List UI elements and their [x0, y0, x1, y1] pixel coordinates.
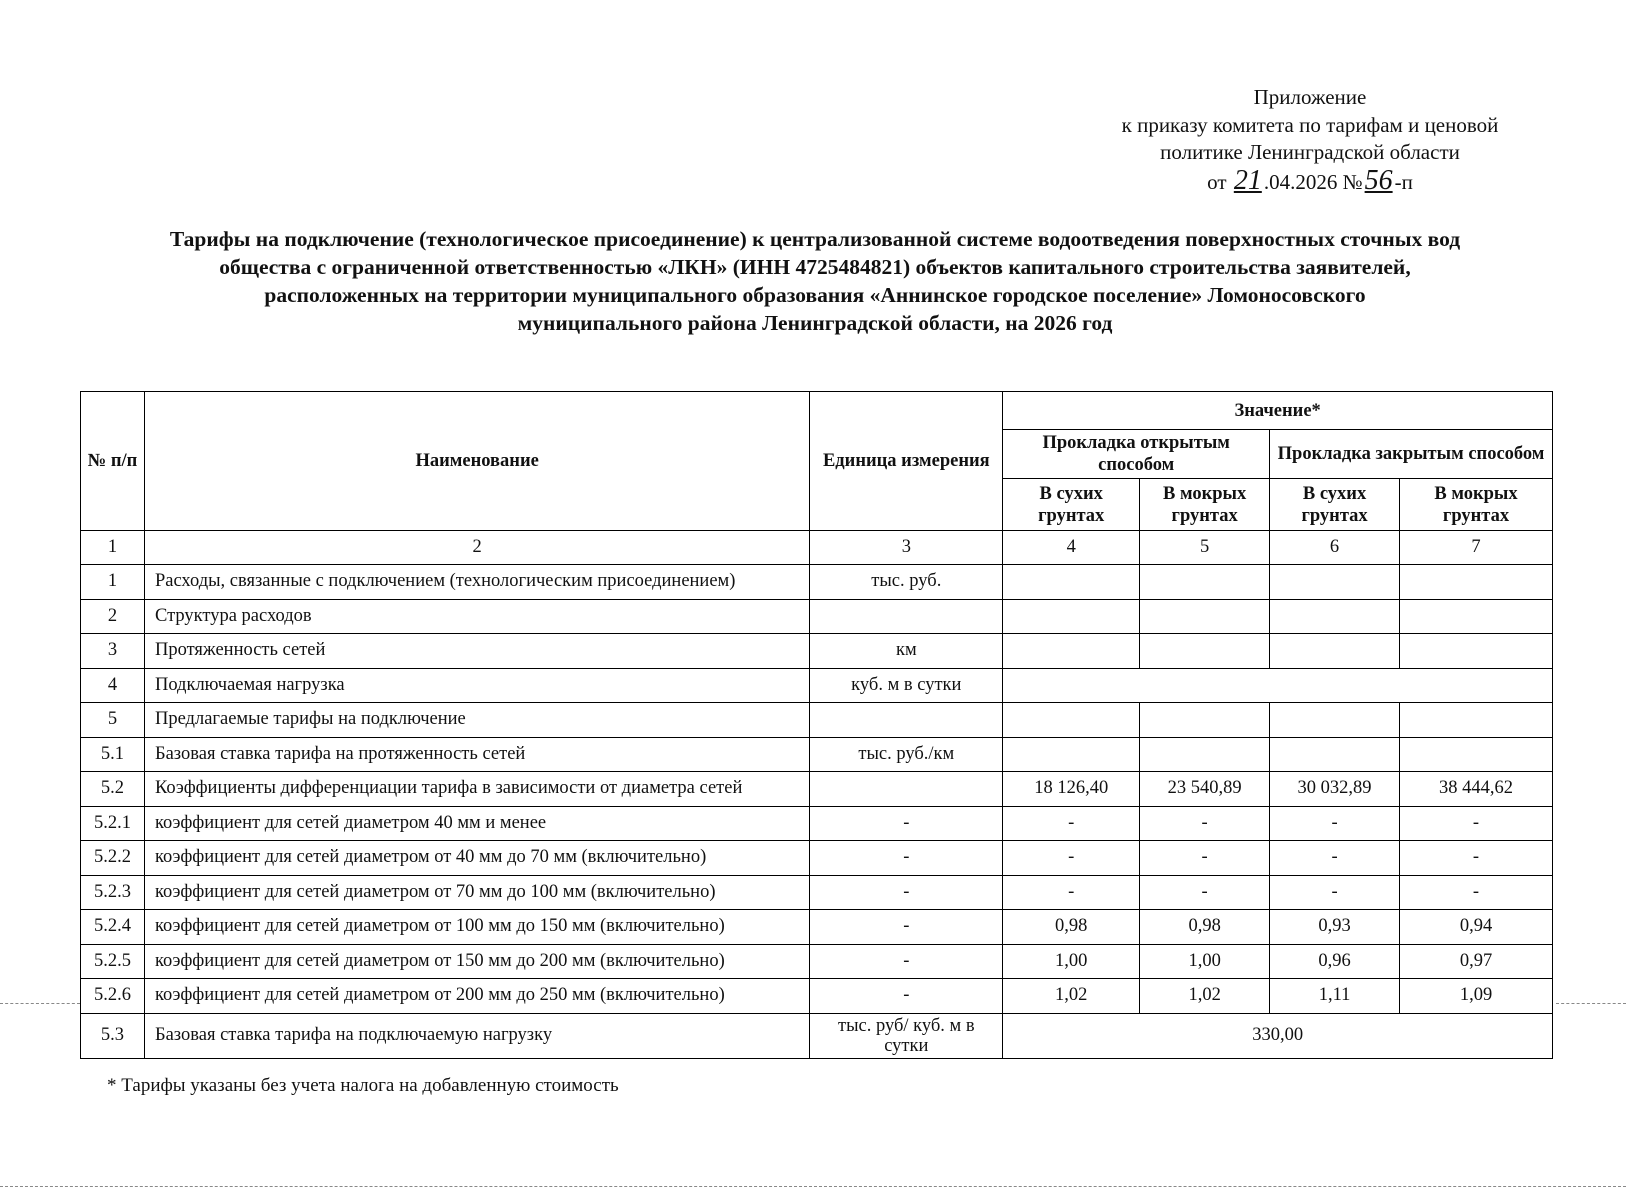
row-unit: км	[810, 634, 1003, 669]
value-closed-wet: 0,94	[1400, 910, 1553, 945]
document-title	[60, 225, 1570, 337]
row-number: 5.2.5	[81, 944, 145, 979]
header-open-method: Прокладка открытым способом	[1003, 430, 1270, 479]
row-unit	[810, 703, 1003, 738]
row-number: 5.2.4	[81, 910, 145, 945]
row-number: 2	[81, 599, 145, 634]
scan-artifact-line	[0, 1186, 1626, 1187]
value-open-wet: 23 540,89	[1140, 772, 1270, 807]
value-closed-dry: -	[1270, 806, 1400, 841]
column-number: 3	[810, 531, 1003, 565]
row-unit: -	[810, 910, 1003, 945]
value-open-dry	[1003, 599, 1140, 634]
value-closed-wet	[1400, 599, 1553, 634]
value-open-wet	[1140, 565, 1270, 600]
column-number: 1	[81, 531, 145, 565]
value-closed-dry	[1270, 634, 1400, 669]
value-closed-wet	[1400, 703, 1553, 738]
appendix-title: Приложение	[1253, 85, 1367, 109]
value-closed-dry	[1270, 737, 1400, 772]
value-open-dry	[1003, 565, 1140, 600]
row-unit	[810, 772, 1003, 807]
title-line-3: расположенных на территории муниципального образования «Аннинское городское поселение» Ломоносовского	[264, 283, 1366, 307]
value-closed-wet: -	[1400, 841, 1553, 876]
row-name: Предлагаемые тарифы на подключение	[144, 703, 809, 738]
table-row	[81, 668, 1553, 703]
value-closed-wet: -	[1400, 875, 1553, 910]
value-open-wet: -	[1140, 806, 1270, 841]
row-name: коэффициент для сетей диаметром 40 мм и менее	[144, 806, 809, 841]
value-open-wet: -	[1140, 875, 1270, 910]
header-open-dry: В сухих грунтах	[1003, 479, 1140, 531]
value-open-wet: 1,02	[1140, 979, 1270, 1014]
value-closed-dry: 30 032,89	[1270, 772, 1400, 807]
header-closed-wet: В мокрых грунтах	[1400, 479, 1553, 531]
row-name: Подключаемая нагрузка	[144, 668, 809, 703]
table-row	[81, 599, 1553, 634]
row-unit: -	[810, 841, 1003, 876]
header-name: Наименование	[144, 392, 809, 531]
header-closed-dry: В сухих грунтах	[1270, 479, 1400, 531]
column-number-row	[81, 531, 1553, 565]
value-open-wet: -	[1140, 841, 1270, 876]
row-name: Протяженность сетей	[144, 634, 809, 669]
row-number: 5.3	[81, 1013, 145, 1058]
title-line-1: Тарифы на подключение (технологическое присоединение) к централизованной системе водоотведения поверхностных сточных вод	[169, 227, 1461, 251]
row-number: 5.2.3	[81, 875, 145, 910]
row-number: 5.1	[81, 737, 145, 772]
header-unit: Единица измерения	[810, 392, 1003, 531]
value-open-wet	[1140, 703, 1270, 738]
table-row	[81, 841, 1553, 876]
column-number: 4	[1003, 531, 1140, 565]
table-row	[81, 634, 1553, 669]
table-row	[81, 703, 1553, 738]
table-row	[81, 806, 1553, 841]
value-open-wet	[1140, 634, 1270, 669]
row-number: 3	[81, 634, 145, 669]
value-open-dry: -	[1003, 841, 1140, 876]
column-number: 7	[1400, 531, 1553, 565]
header-num: № п/п	[81, 392, 145, 531]
row-number: 5.2.6	[81, 979, 145, 1014]
table-body	[81, 565, 1553, 1059]
row-unit: -	[810, 944, 1003, 979]
row-unit: куб. м в сутки	[810, 668, 1003, 703]
table-row	[81, 979, 1553, 1014]
row-name: Базовая ставка тарифа на подключаемую нагрузку	[144, 1013, 809, 1058]
value-closed-dry	[1270, 599, 1400, 634]
row-name: коэффициент для сетей диаметром от 70 мм до 100 мм (включительно)	[144, 875, 809, 910]
row-name: коэффициент для сетей диаметром от 150 мм до 200 мм (включительно)	[144, 944, 809, 979]
value-closed-dry: -	[1270, 875, 1400, 910]
date-prefix: от	[1207, 169, 1227, 194]
tariffs-table	[80, 391, 1553, 1059]
row-unit: -	[810, 979, 1003, 1014]
table-row	[81, 565, 1553, 600]
value-open-dry: 1,02	[1003, 979, 1140, 1014]
row-name: Расходы, связанные с подключением (технологическим присоединением)	[144, 565, 809, 600]
column-number: 2	[144, 531, 809, 565]
value-open-dry: 1,00	[1003, 944, 1140, 979]
value-closed-wet	[1400, 565, 1553, 600]
header-value: Значение*	[1003, 392, 1553, 430]
value-closed-dry	[1270, 703, 1400, 738]
handwritten-order-number: 56	[1364, 164, 1393, 196]
value-closed-dry: -	[1270, 841, 1400, 876]
value-open-dry	[1003, 737, 1140, 772]
title-line-2: общества с ограниченной ответственностью «ЛКН» (ИНН 4725484821) объектов капитального строительства заявителей,	[219, 255, 1411, 279]
value-open-wet: 1,00	[1140, 944, 1270, 979]
value-closed-wet: 1,09	[1400, 979, 1553, 1014]
row-number: 4	[81, 668, 145, 703]
table-row	[81, 875, 1553, 910]
row-name: Структура расходов	[144, 599, 809, 634]
title-line-4: муниципального района Ленинградской области, на 2026 год	[517, 311, 1113, 335]
row-number: 5.2.1	[81, 806, 145, 841]
value-closed-dry: 0,96	[1270, 944, 1400, 979]
row-name: Базовая ставка тарифа на протяженность сетей	[144, 737, 809, 772]
table-row	[81, 772, 1553, 807]
table-row	[81, 1013, 1553, 1058]
value-open-wet	[1140, 737, 1270, 772]
value-closed-wet: 0,97	[1400, 944, 1553, 979]
value-open-wet: 0,98	[1140, 910, 1270, 945]
row-number: 1	[81, 565, 145, 600]
row-number: 5.2	[81, 772, 145, 807]
row-name: коэффициент для сетей диаметром от 40 мм до 70 мм (включительно)	[144, 841, 809, 876]
scan-artifact-line	[0, 1003, 80, 1004]
table-row	[81, 944, 1553, 979]
scan-artifact-line	[1556, 1003, 1626, 1004]
value-closed-wet: 38 444,62	[1400, 772, 1553, 807]
row-unit	[810, 599, 1003, 634]
value-closed-dry: 0,93	[1270, 910, 1400, 945]
column-number: 6	[1270, 531, 1400, 565]
row-unit: тыс. руб/ куб. м в сутки	[810, 1013, 1003, 1058]
header-open-wet: В мокрых грунтах	[1140, 479, 1270, 531]
row-number: 5.2.2	[81, 841, 145, 876]
row-number: 5	[81, 703, 145, 738]
footnote: * Тарифы указаны без учета налога на добавленную стоимость	[107, 1075, 619, 1096]
appendix-block	[1080, 84, 1540, 196]
row-name: Коэффициенты дифференциации тарифа в зависимости от диаметра сетей	[144, 772, 809, 807]
handwritten-day: 21	[1233, 164, 1262, 196]
value-closed-wet	[1400, 634, 1553, 669]
order-suffix: -п	[1394, 169, 1413, 194]
appendix-date-line	[1080, 164, 1540, 197]
value-open-dry	[1003, 634, 1140, 669]
column-number: 5	[1140, 531, 1270, 565]
row-unit: тыс. руб.	[810, 565, 1003, 600]
value-closed-wet: -	[1400, 806, 1553, 841]
row-merged-value: 330,00	[1003, 1013, 1553, 1058]
table-row	[81, 910, 1553, 945]
row-unit: тыс. руб./км	[810, 737, 1003, 772]
table-row	[81, 737, 1553, 772]
row-unit: -	[810, 806, 1003, 841]
date-rest: .04.2026 №	[1263, 169, 1363, 194]
appendix-committee-line: политике Ленинградской области	[1160, 140, 1460, 164]
header-closed-method: Прокладка закрытым способом	[1270, 430, 1553, 479]
value-open-dry: -	[1003, 875, 1140, 910]
value-closed-wet	[1400, 737, 1553, 772]
value-open-dry: 18 126,40	[1003, 772, 1140, 807]
appendix-order-line: к приказу комитета по тарифам и ценовой	[1121, 112, 1499, 137]
row-name: коэффициент для сетей диаметром от 100 мм до 150 мм (включительно)	[144, 910, 809, 945]
value-open-wet	[1140, 599, 1270, 634]
value-open-dry: -	[1003, 806, 1140, 841]
row-name: коэффициент для сетей диаметром от 200 мм до 250 мм (включительно)	[144, 979, 809, 1014]
value-open-dry: 0,98	[1003, 910, 1140, 945]
value-open-dry	[1003, 703, 1140, 738]
row-unit: -	[810, 875, 1003, 910]
value-closed-dry: 1,11	[1270, 979, 1400, 1014]
row-merged-value	[1003, 668, 1553, 703]
value-closed-dry	[1270, 565, 1400, 600]
